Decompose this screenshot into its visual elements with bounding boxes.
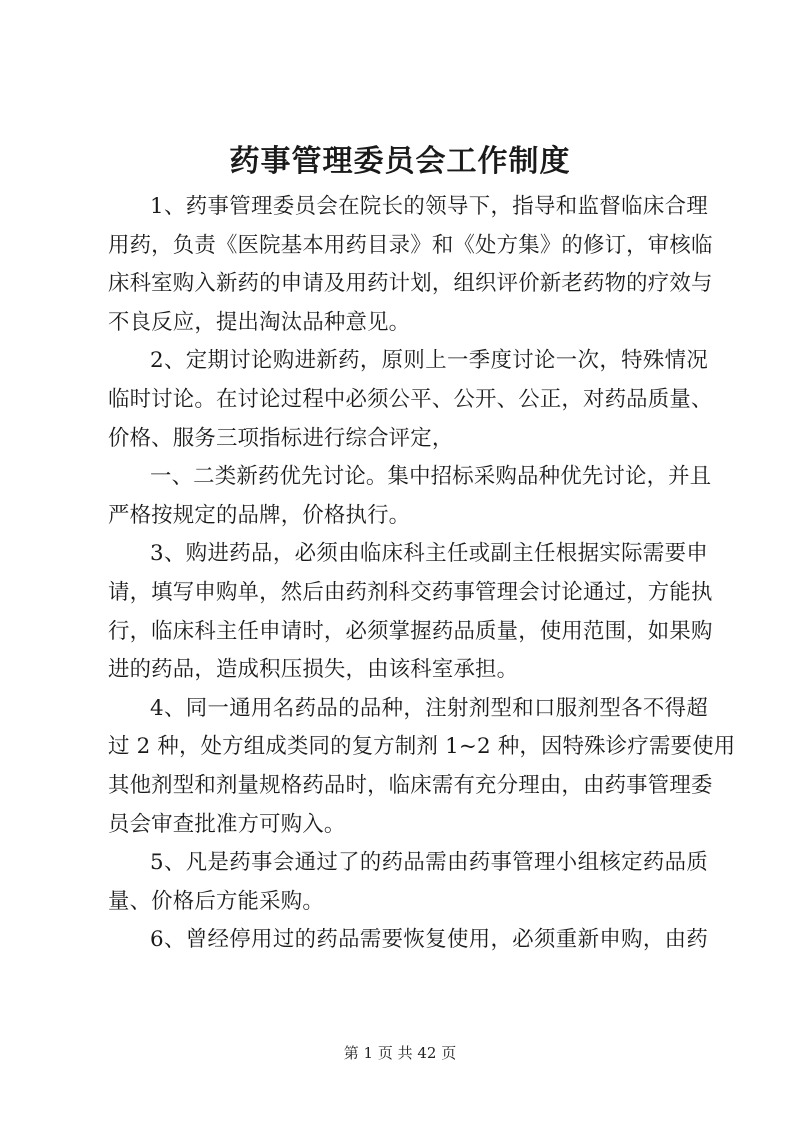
text-line: 1、药事管理委员会在院长的领导下，指导和监督临床合理 [150, 194, 708, 219]
text-line: 价格、服务三项指标进行综合评定， [108, 425, 454, 451]
text-line: 5、凡是药事会通过了的药品需由药事管理小组核定药品质 [150, 850, 708, 876]
text-line: 过 2 种，处方组成类同的复方制剂 1~2 种，因特殊诊疗需要使用 [108, 734, 736, 760]
text-line: 量、价格后方能采购。 [108, 888, 324, 914]
text-line: 临时讨论。在讨论过程中必须公平、公开、公正，对药品质量、 [108, 386, 713, 412]
text-line: 不良反应，提出淘汰品种意见。 [108, 309, 411, 335]
text-line: 4、同一通用名药品的品种，注射剂型和口服剂型各不得超 [150, 695, 708, 721]
text-line: 员会审查批准方可购入。 [108, 811, 346, 837]
page-title: 药事管理委员会工作制度 [229, 144, 571, 179]
body-text [108, 188, 736, 960]
text-line: 3、购进药品，必须由临床科主任或副主任根据实际需要申 [150, 541, 708, 567]
text-line: 床科室购入新药的申请及用药计划，组织评价新老药物的疗效与 [108, 271, 713, 297]
text-line: 严格按规定的品牌，价格执行。 [108, 502, 411, 528]
page-footer: 第 1 页 共 42 页 [343, 1044, 457, 1062]
text-line: 用药，负责《医院基本用药目录》和《处方集》的修订，审核临 [108, 232, 713, 258]
text-line: 请，填写申购单，然后由药剂科交药事管理会讨论通过，方能执 [108, 579, 713, 605]
text-line: 行，临床科主任申请时，必须掌握药品质量，使用范围，如果购 [108, 618, 713, 644]
text-line: 6、曾经停用过的药品需要恢复使用，必须重新申购，由药 [150, 927, 708, 953]
text-line: 进的药品，造成积压损失，由该科室承担。 [108, 657, 519, 683]
text-line: 一、二类新药优先讨论。集中招标采购品种优先讨论，并且 [150, 464, 712, 490]
text-line: 2、定期讨论购进新药，原则上一季度讨论一次，特殊情况 [150, 348, 708, 374]
text-line: 其他剂型和剂量规格药品时，临床需有充分理由，由药事管理委 [108, 772, 713, 798]
